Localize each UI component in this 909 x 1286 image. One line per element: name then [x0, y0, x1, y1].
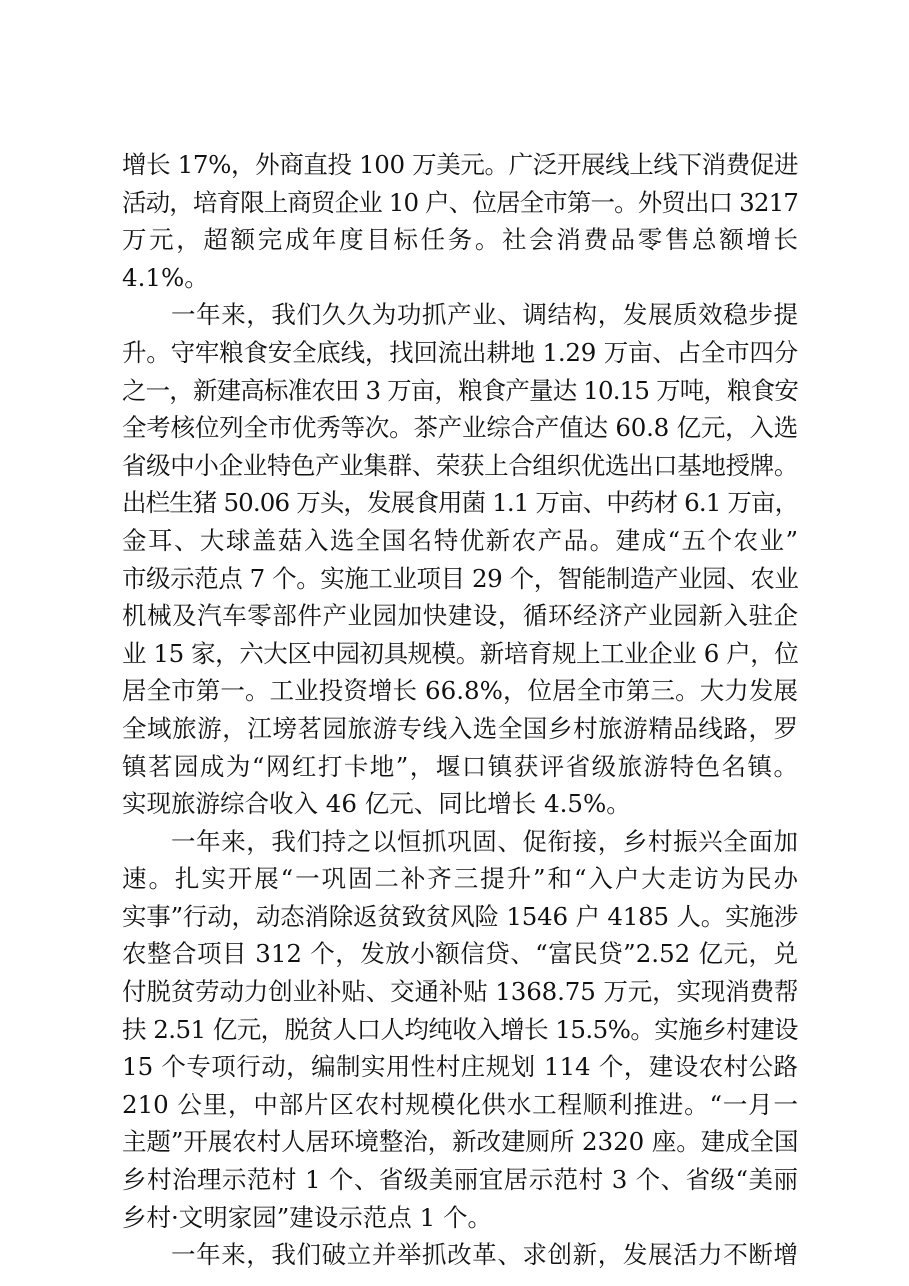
paragraph	[122, 1236, 798, 1274]
text-line: 镇茗园成为“网红打卡地”，堰口镇获评省级旅游特色名镇。	[122, 751, 798, 781]
paragraph	[122, 146, 798, 296]
text-line: 4.1%。	[122, 262, 209, 292]
text-line: 业 15 家，六大区中园初具规模。新培育规上工业企业 6 户，位	[122, 638, 799, 668]
text-line: 市级示范点 7 个。实施工业项目 29 个，智能制造产业园、农业	[122, 563, 799, 593]
text-line: 增长 17%，外商直投 100 万美元。广泛开展线上线下消费促进	[122, 150, 799, 179]
text-line: 一年来，我们破立并举抓改革、求创新，发展活力不断增	[171, 1240, 798, 1270]
text-line: 乡村治理示范村 1 个、省级美丽宜居示范村 3 个、省级“美丽	[122, 1165, 798, 1195]
text-line: 全域旅游，江塝茗园旅游专线入选全国乡村旅游精品线路，罗	[122, 713, 798, 743]
text-line: 15 个专项行动，编制实用性村庄规划 114 个，建设农村公路	[122, 1052, 798, 1082]
text-line: 乡村·文明家园”建设示范点 1 个。	[122, 1202, 492, 1232]
text-line: 付脱贫劳动力创业补贴、交通补贴 1368.75 万元，实现消费帮	[122, 977, 799, 1007]
text-line: 金耳、大球盖菇入选全国名特优新农产品。建成“五个农业”	[122, 525, 798, 555]
text-line: 实现旅游综合收入 46 亿元、同比增长 4.5%。	[122, 789, 631, 819]
text-line: 全考核位列全市优秀等次。茶产业综合产值达 60.8 亿元，入选	[122, 413, 798, 443]
text-line: 实事”行动，动态消除返贫致贫风险 1546 户 4185 人。实施涉	[122, 901, 798, 931]
text-line: 升。守牢粮食安全底线，找回流出耕地 1.29 万亩、占全市四分	[122, 337, 798, 367]
text-line: 居全市第一。工业投资增长 66.8%，位居全市第三。大力发展	[122, 676, 798, 706]
text-line: 机械及汽车零部件产业园加快建设，循环经济产业园新入驻企	[122, 601, 798, 631]
text-line: 万元，超额完成年度目标任务。社会消费品零售总额增长	[122, 225, 798, 255]
text-line: 出栏生猪 50.06 万头，发展食用菌 1.1 万亩、中药材 6.1 万亩，	[122, 488, 799, 518]
text-line: 农整合项目 312 个，发放小额信贷、“富民贷”2.52 亿元，兑	[122, 939, 798, 969]
text-line: 速。扎实开展“一巩固二补齐三提升”和“入户大走访为民办	[122, 864, 798, 894]
text-line: 一年来，我们持之以恒抓巩固、促衔接，乡村振兴全面加	[171, 826, 798, 856]
text-line: 210 公里，中部片区农村规模化供水工程顺利推进。“一月一	[122, 1089, 798, 1119]
document-body	[122, 146, 798, 1274]
text-line: 省级中小企业特色产业集群、荣获上合组织优选出口基地授牌。	[122, 450, 798, 480]
text-line: 主题”开展农村人居环境整治，新改建厕所 2320 座。建成全国	[122, 1127, 799, 1157]
text-line: 一年来，我们久久为功抓产业、调结构，发展质效稳步提	[171, 300, 798, 330]
text-line: 活动，培育限上商贸企业 10 户、位居全市第一。外贸出口 3217	[122, 187, 798, 217]
paragraph	[122, 823, 798, 1237]
text-line: 之一，新建高标准农田 3 万亩，粮食产量达 10.15 万吨，粮食安	[122, 375, 799, 405]
paragraph	[122, 296, 798, 822]
text-line: 扶 2.51 亿元，脱贫人口人均纯收入增长 15.5%。实施乡村建设	[122, 1014, 798, 1044]
